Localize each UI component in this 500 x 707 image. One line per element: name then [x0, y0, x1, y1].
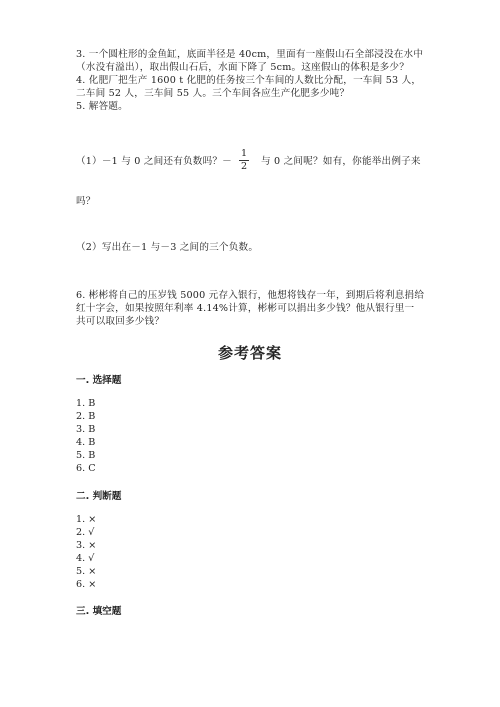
question-5-part-1-text-a: （1）－1 与 0 之间还有负数吗？－: [76, 156, 232, 167]
choice-answer-5: 5. B: [76, 450, 96, 461]
choice-answer-2: 2. B: [76, 411, 96, 422]
choice-answer-3: 3. B: [76, 424, 96, 435]
answers-title: 参考答案: [217, 344, 282, 362]
question-4-line-2: 二车间 52 人，三车间 55 人。三个车间各应生产化肥多少吨？: [76, 88, 350, 99]
question-3-line-2: （水没有溢出），取出假山石后，水面下降了 5cm。这座假山的体积是多少？: [76, 62, 410, 73]
section-judge-heading: 二. 判断题: [76, 491, 122, 502]
judge-answer-4: 4. √: [76, 553, 95, 564]
section-fill-heading: 三. 填空题: [76, 606, 122, 617]
judge-answer-6: 6. ×: [76, 579, 97, 590]
question-5-part-1-text-b: 与 0 之间呢？如有，你能举出例子来: [261, 156, 421, 167]
choice-answer-4: 4. B: [76, 437, 96, 448]
choice-answer-1: 1. B: [76, 398, 96, 409]
choice-answer-6: 6. C: [76, 463, 96, 474]
fraction-numerator: 1: [240, 148, 248, 159]
question-6-line-3: 共可以取回多少钱？: [76, 316, 165, 327]
judge-answer-5: 5. ×: [76, 566, 97, 577]
fraction-one-half: [238, 149, 250, 172]
question-4-line-1: 4. 化肥厂把生产 1600 t 化肥的任务按三个车间的人数比分配，一车间 53 人，: [76, 75, 422, 86]
question-5-title: 5. 解答题。: [76, 101, 128, 112]
question-6-line-2: 红十字会，如果按照年利率 4.14%计算，彬彬可以捐出多少钱？他从银行里一: [76, 303, 415, 314]
fraction-denominator: 2: [240, 161, 248, 172]
judge-answer-1: 1. ×: [76, 514, 97, 525]
judge-answer-3: 3. ×: [76, 540, 97, 551]
judge-answer-2: 2. √: [76, 527, 95, 538]
section-choice-heading: 一. 选择题: [76, 375, 122, 386]
question-3-line-1: 3. 一个圆柱形的金鱼缸，底面半径是 40cm，里面有一座假山石全部浸没在水中: [76, 49, 424, 60]
question-5-part-1-text-c: 吗？: [76, 196, 96, 207]
question-6-line-1: 6. 彬彬将自己的压岁钱 5000 元存入银行，他想将钱存一年，到期后将利息捐给: [76, 290, 425, 301]
question-5-part-2: （2）写出在－1 与－3 之间的三个负数。: [76, 242, 259, 253]
